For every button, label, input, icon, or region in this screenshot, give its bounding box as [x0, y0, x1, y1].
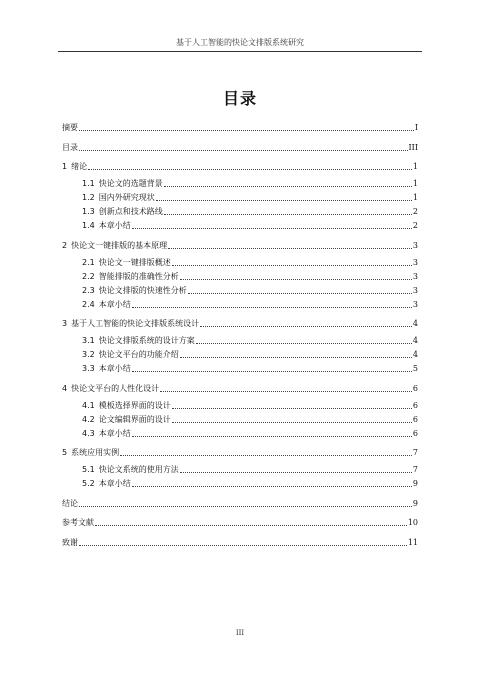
toc-entry-page-number: 7 — [412, 448, 418, 457]
toc-entry-section[interactable] — [62, 203, 418, 217]
toc-entry-label: 创新点和技术路线 — [98, 207, 163, 216]
toc-entry-label: 基于人工智能的快论文排版系统设计 — [71, 319, 200, 328]
dot-leader — [172, 422, 412, 423]
dot-leader — [180, 357, 412, 358]
dot-leader — [120, 455, 412, 456]
dot-leader — [79, 130, 414, 131]
toc-entry-chapter[interactable] — [62, 495, 418, 509]
toc-entry-label: 摘要 — [62, 123, 78, 132]
toc-entry-number: 1.4 — [82, 221, 95, 230]
toc-entry-page-number: 1 — [412, 193, 418, 202]
toc-entry-number: 4.3 — [82, 428, 95, 438]
toc-entry-label: 快论文一键排版的基本原理 — [71, 240, 168, 250]
toc-entry-label: 快论文系统的使用方法 — [98, 465, 179, 474]
toc-entry-chapter[interactable] — [62, 534, 418, 548]
toc-entry-chapter[interactable] — [62, 237, 418, 251]
toc-entry-page-number: 2 — [412, 207, 418, 216]
toc-entry-number: 2.2 — [82, 271, 95, 281]
toc-entry-label: 结论 — [62, 498, 78, 508]
toc-entry-section[interactable] — [62, 461, 418, 475]
table-of-contents — [62, 119, 418, 548]
toc-entry-label: 快论文平台的人性化设计 — [71, 383, 160, 393]
toc-entry-number: 3.1 — [82, 336, 95, 345]
toc-entry-number: 4.2 — [82, 414, 95, 424]
toc-entry-section[interactable] — [62, 282, 418, 296]
toc-entry-page-number: 2 — [412, 221, 418, 230]
toc-entry-section[interactable] — [62, 360, 418, 374]
toc-entry-chapter[interactable] — [62, 315, 418, 329]
dot-leader — [156, 200, 412, 201]
toc-entry-number: 4 — [62, 383, 68, 393]
toc-entry-section[interactable] — [62, 425, 418, 439]
dot-leader — [172, 408, 412, 409]
dot-leader — [132, 307, 412, 308]
toc-entry-section[interactable] — [62, 346, 418, 360]
toc-entry-page-number: 4 — [412, 350, 418, 359]
dot-leader — [200, 326, 412, 327]
toc-entry-page-number: 6 — [412, 383, 418, 393]
toc-entry-number: 4.1 — [82, 400, 95, 410]
toc-entry-chapter[interactable] — [62, 158, 418, 172]
toc-entry-section[interactable] — [62, 397, 418, 411]
toc-entry-number: 2.3 — [82, 285, 95, 295]
page-number: III — [235, 629, 245, 637]
toc-entry-section[interactable] — [62, 254, 418, 268]
running-header: 基于人工智能的快论文排版系统研究 — [176, 38, 304, 47]
toc-entry-page-number: 5 — [412, 364, 418, 373]
toc-entry-label: 绪论 — [71, 162, 88, 171]
dot-leader — [172, 265, 412, 266]
toc-entry-number: 2.4 — [82, 299, 95, 309]
dot-leader — [79, 545, 407, 546]
toc-entry-section[interactable] — [62, 296, 418, 310]
toc-entry-number: 3.2 — [82, 350, 95, 359]
toc-entry-chapter[interactable] — [62, 444, 418, 458]
toc-entry-section[interactable] — [62, 175, 418, 189]
dot-leader — [79, 150, 408, 151]
toc-entry-page-number: 3 — [412, 299, 418, 309]
dot-leader — [164, 214, 412, 215]
toc-entry-page-number: III — [408, 142, 418, 152]
toc-entry-label: 本章小结 — [98, 221, 131, 230]
dot-leader — [79, 506, 412, 507]
toc-entry-number: 2 — [62, 240, 68, 250]
toc-entry-number: 2.1 — [82, 257, 95, 267]
toc-entry-chapter[interactable] — [62, 380, 418, 394]
toc-entry-number: 1.1 — [82, 179, 95, 188]
toc-entry-page-number: 6 — [412, 400, 418, 410]
toc-entry-page-number: 4 — [412, 336, 418, 345]
toc-entry-page-number: I — [414, 123, 418, 132]
toc-entry-label: 快论文一键排版概述 — [98, 257, 171, 267]
toc-entry-section[interactable] — [62, 217, 418, 231]
toc-entry-page-number: 1 — [412, 179, 418, 188]
toc-entry-number: 3.3 — [82, 364, 95, 373]
toc-entry-label: 模板选择界面的设计 — [98, 400, 171, 410]
dot-leader — [132, 371, 412, 372]
toc-entry-number: 1.3 — [82, 207, 95, 216]
toc-entry-page-number: 3 — [412, 271, 418, 281]
toc-entry-label: 本章小结 — [98, 428, 131, 438]
toc-entry-chapter[interactable] — [62, 514, 418, 528]
toc-entry-number: 3 — [62, 319, 68, 328]
dot-leader — [88, 169, 412, 170]
toc-entry-page-number: 6 — [412, 414, 418, 424]
toc-entry-section[interactable] — [62, 411, 418, 425]
toc-entry-page-number: 7 — [412, 465, 418, 474]
dot-leader — [196, 343, 412, 344]
toc-entry-section[interactable] — [62, 189, 418, 203]
toc-entry-number: 5.1 — [82, 465, 95, 474]
toc-entry-chapter[interactable] — [62, 139, 418, 153]
dot-leader — [168, 248, 412, 249]
toc-entry-label: 快论文排版系统的设计方案 — [98, 336, 195, 345]
toc-entry-section[interactable] — [62, 475, 418, 489]
dot-leader — [132, 228, 412, 229]
dot-leader — [160, 391, 412, 392]
toc-entry-label: 快论文排版的快速性分析 — [98, 285, 187, 295]
toc-entry-number: 1.2 — [82, 193, 95, 202]
toc-entry-label: 本章小结 — [98, 364, 131, 373]
dot-leader — [132, 436, 412, 437]
toc-entry-page-number: 9 — [412, 479, 418, 488]
toc-entry-chapter[interactable] — [62, 119, 418, 133]
dot-leader — [164, 186, 412, 187]
toc-entry-number: 5.2 — [82, 479, 95, 488]
toc-entry-page-number: 6 — [412, 428, 418, 438]
toc-entry-number: 1 — [62, 162, 68, 171]
toc-entry-label: 快论文的选题背景 — [98, 179, 163, 188]
toc-entry-label: 本章小结 — [98, 479, 131, 488]
toc-entry-page-number: 10 — [407, 518, 418, 527]
toc-entry-label: 国内外研究现状 — [98, 193, 155, 202]
toc-entry-label: 目录 — [62, 142, 78, 152]
toc-entry-page-number: 3 — [412, 257, 418, 267]
dot-leader — [95, 525, 407, 526]
toc-entry-page-number: 3 — [412, 240, 418, 250]
toc-entry-label: 智能排版的准确性分析 — [98, 271, 179, 281]
toc-entry-page-number: 3 — [412, 285, 418, 295]
toc-title: 目录 — [222, 89, 257, 108]
toc-entry-section[interactable] — [62, 268, 418, 282]
toc-entry-label: 快论文平台的功能介绍 — [98, 350, 179, 359]
dot-leader — [188, 293, 412, 294]
toc-entry-label: 本章小结 — [98, 299, 131, 309]
toc-entry-label: 致谢 — [62, 537, 78, 547]
toc-entry-label: 系统应用实例 — [71, 448, 120, 457]
dot-leader — [132, 486, 412, 487]
toc-entry-page-number: 11 — [407, 537, 418, 547]
dot-leader — [180, 279, 412, 280]
toc-entry-page-number: 4 — [412, 319, 418, 328]
header-rule — [58, 51, 422, 52]
toc-entry-page-number: 9 — [412, 498, 418, 508]
toc-entry-label: 论文编辑界面的设计 — [98, 414, 171, 424]
toc-entry-label: 参考文献 — [62, 518, 94, 527]
dot-leader — [180, 472, 412, 473]
toc-entry-section[interactable] — [62, 332, 418, 346]
toc-entry-number: 5 — [62, 448, 68, 457]
toc-entry-page-number: 1 — [412, 162, 418, 171]
